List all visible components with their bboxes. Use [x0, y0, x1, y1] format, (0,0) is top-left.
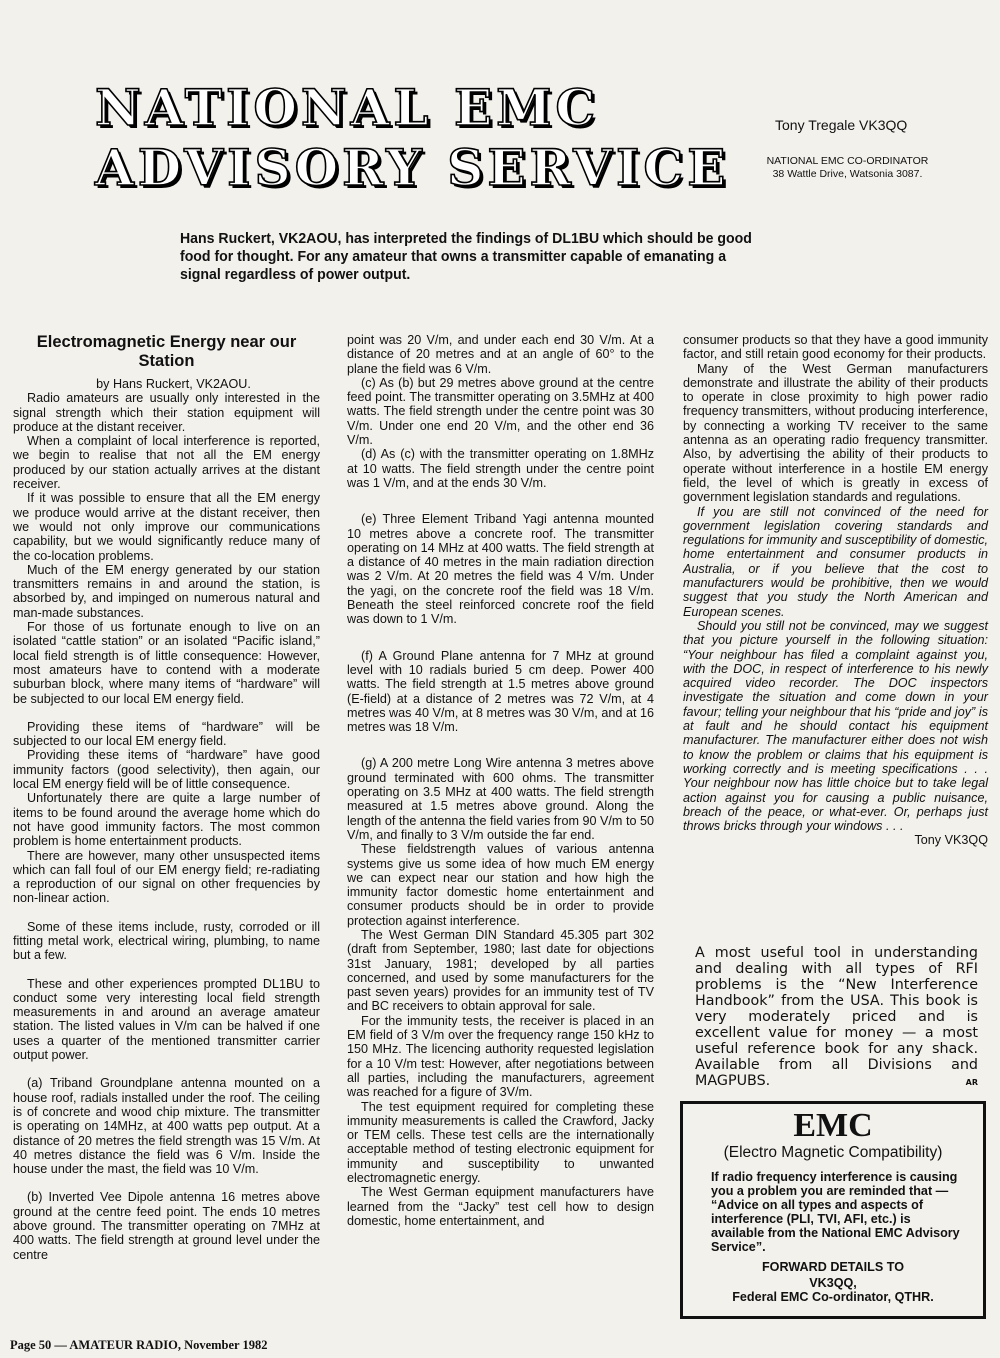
- masthead-title: [95, 78, 735, 198]
- paragraph: (c) As (b) but 29 metres above ground at the centre feed point. The transmitter operating on 3.5MHz at 400 watts. The field strength under the centre point was 30 V/m. Under one end 20 V/m, and the other end 36 V/m.: [347, 375, 654, 448]
- paragraph: Many of the West German manufacturers demonstrate and illustrate the ability of their products to operate in close proximity to high power radio frequency transmitters, without producing interference, by connecting a working TV receiver to the same antenna as an operating radio frequency transmitter. Also, by advertising the ability of their products to operate without interference in a hostile EM energy field, the level of which is greatly in excess of government legislation standards and regulations.: [683, 361, 988, 505]
- paragraph: Providing these items of “hardware” have good immunity factors (good selectivity), then again, our local EM energy field will be of little consequence.: [13, 748, 320, 792]
- paragraph: The West German DIN Standard 45.305 part 302 (draft from September, 1980; last date for objections 31st January, 1981; developed by all parties concerned, and used by some manufacturers for the past seven years) provides for an immunity test of TV and BC receivers to obtain approval for sale.: [347, 927, 654, 1014]
- paragraph: The West German equipment manufacturers have learned from the “Jacky” test cell how to design domestic, home entertainment, and: [347, 1185, 654, 1228]
- paragraph: For the immunity tests, the receiver is placed in an EM field of 3 V/m over the frequency range 150 kHz to 150 MHz. The licencing authority requested legislation for a 10 V/m test: However, after negotiations between all parties, including the manufacturers, agreement was reached for a figure of 3V/m.: [347, 1013, 654, 1100]
- paragraph: If you are still not convinced of the need for government legislation covering standards and regulations for immunity and susceptibility of domestic, home entertainment and consumer products in Australia, or if you believe that the cost to manufacturers would be prohibitive, then we would suggest that you study the North American and European scenes.: [683, 504, 988, 619]
- paragraph: When a complaint of local interference is reported, we begin to realise that not all the EM energy produced by our station actually arrives at the distant receiver.: [13, 434, 320, 492]
- title-line-2: ADVISORY SERVICE: [95, 138, 730, 197]
- emc-heading: EMC: [793, 1107, 873, 1144]
- paragraph: (d) As (c) with the transmitter operating on 1.8MHz at 10 watts. The field strength under the centre point was 1 V/m, and at the ends 30 V/m.: [347, 447, 654, 490]
- paragraph: Providing these items of “hardware” will be subjected to our local EM energy field.: [13, 719, 320, 749]
- paragraph: Much of the EM energy generated by our station transmitters remains in and around the station, is absorbed by, and impinged on numerous natural and man-made substances.: [13, 562, 320, 620]
- paragraph: (a) Triband Groundplane antenna mounted on a house roof, radials installed under the roof. The ceiling is of concrete and wood chip mixture. The transmitter is operating on 14MHz, at 400 watts pep output. At a distance of 20 metres the field strength was 15 V/m. At 40 metres distance the field was 6 V/m. Inside the house under the mast, the field was 10 V/m.: [13, 1076, 320, 1177]
- emc-subheading: (Electro Magnetic Compatibility): [723, 1144, 943, 1161]
- paragraph: Some of these items include, rusty, corroded or ill fitting metal work, electrical wiring, plumbing, to name but a few.: [13, 919, 320, 963]
- paragraph: These and other experiences prompted DL1BU to conduct some very interesting local field strength measurements in and around an average amateur station. The listed values in V/m can be halved if one uses a quarter of the mentioned transmitter carrier output power.: [13, 976, 320, 1063]
- coordinator-address: 38 Wattle Drive, Watsonia 3087.: [772, 168, 923, 180]
- paragraph: Radio amateurs are usually only interested in the signal strength which their station equipment will produce at the distant receiver.: [13, 391, 320, 434]
- article-column-3: [683, 333, 988, 848]
- paragraph: If it was possible to ensure that all the EM energy we produce would arrive at the distant receiver, then we would not only improve our communications capability, but we would significantly reduce many of the co-location problems.: [13, 491, 320, 563]
- forward-line-3: Federal EMC Co-ordinator, QTHR.: [732, 1290, 934, 1304]
- paragraph: The test equipment required for completing these immunity measurements is called the Crawford, Jacky or TEM cells. These test cells are the internationally acceptable method of testing electronic equipment for immunity and susceptibility to unwanted electromagnetic energy.: [347, 1099, 654, 1186]
- paragraph: There are however, many other unsuspected items which can fall foul of our EM energy field; re-radiating a reproduction of our signal on other frequencies by non-linear action.: [13, 848, 320, 906]
- article-column-2: [347, 333, 654, 1228]
- paragraph: consumer products so that they have a good immunity factor, and still retain good economy for their products.: [683, 333, 988, 362]
- paragraph: Unfortunately there are quite a large number of items to be found around the average home which do not have good immunity factors. The most common problem is home entertainment products.: [13, 791, 320, 849]
- article-byline: by Hans Ruckert, VK2AOU.: [96, 377, 251, 391]
- forward-line-1: FORWARD DETAILS TO: [761, 1260, 905, 1274]
- coordinator-title: NATIONAL EMC CO-ORDINATOR: [766, 155, 929, 167]
- paragraph: (e) Three Element Triband Yagi antenna mounted 10 metres above a concrete roof. The transmitter operating on 14 MHz at 400 watts. The field strength at a distance of 40 metres in the main radiation direction was 2 V/m. At 20 metres the field was 4 V/m. Under the yagi, on the concrete roof the field was 18 V/m. Beneath the steel reinforced concrete roof the field was down to 1 V/m.: [347, 512, 654, 627]
- paragraph: (g) A 200 metre Long Wire antenna 3 metres above ground terminated with 600 ohms. The transmitter operating on 3.5 MHz at 400 watts. The field strength measured at 1.5 metres above ground. Along the length of the antenna the field varies from 90 V/m to 50 V/m, and finally to 3 V/m outside the far end.: [347, 756, 654, 842]
- forward-line-2: VK3QQ,: [809, 1276, 857, 1290]
- paragraph: For those of us fortunate enough to live on an isolated “cattle station” or an isolated “Pacific island,” local field strength is of little consequence: However, most amateurs have to contend with a moderate suburban block, where many items of “hardware” will be subjected to our local EM energy field.: [13, 620, 320, 706]
- emc-advert-box: [680, 1101, 986, 1319]
- coordinator-block: [760, 155, 935, 181]
- paragraph: These fieldstrength values of various antenna systems give us some idea of how much EM energy we can expect near our station and how high the immunity factor domestic home entertainment and consumer products should be in order to provide protection against interference.: [347, 842, 654, 928]
- title-line-1: NATIONAL EMC: [95, 78, 600, 137]
- emc-body: If radio frequency interference is causing you a problem you are reminded that — “Advice on all types and aspects of interference (PLI, TVI, AFI, etc.) is available from the National EMC Advisory Service”.: [711, 1170, 960, 1254]
- paragraph: point was 20 V/m, and under each end 30 V/m. At a distance of 20 metres and at an angle of 60° to the plane the field was 6 V/m.: [347, 333, 654, 376]
- end-mark: AR: [965, 1078, 978, 1087]
- article-title: Electromagnetic Energy near our Station: [36, 333, 297, 370]
- author-name: Tony Tregale VK3QQ: [775, 117, 908, 133]
- page-footer: Page 50 — AMATEUR RADIO, November 1982: [10, 1338, 268, 1352]
- book-note: [695, 945, 978, 1091]
- intro-standfirst: Hans Ruckert, VK2AOU, has interpreted the findings of DL1BU which should be good food for thought. For any amateur that owns a transmitter capable of emanating a signal regardless of power output.: [180, 230, 752, 283]
- article-signoff: Tony VK3QQ: [914, 833, 988, 848]
- paragraph: (b) Inverted Vee Dipole antenna 16 metres above ground at the centre feed point. The ends 10 metres above ground. The transmitter operating on 7MHz at 400 watts. The field strength at ground level under the centre: [13, 1190, 320, 1262]
- book-note-text: A most useful tool in understanding and dealing with all types of RFI problems is the “New Interference Handbook” from the USA. This book is very moderately priced and is excellent value for money — a most useful reference book for any shack. Available from all Divisions and MAGPUBS.: [695, 945, 978, 1089]
- paragraph: Should you still not be convinced, may we suggest that you picture yourself in the following situation: “Your neighbour has filed a complaint against you, with the DOC, in respect of interference to his newly acquired video recorder. The DOC inspectors investigate the situation and come down in your favour; telling your neighbour that his “pride and joy” is at fault and he should contact his equipment manufacturer. The manufacturer either does not wish to know the problem or claims that his equipment is working correctly and is meeting specifications . . . Your neighbour now has little choice but to take legal action against you for causing a public nuisance, breach of the peace, or what-ever. Or, perhaps just throws bricks through your windows . . .: [683, 618, 988, 834]
- paragraph: (f) A Ground Plane antenna for 7 MHz at ground level with 10 radials buried 5 cm deep. Power 400 watts. The field strength at 1.5 metres above ground (E-field) at a distance of 2 metres was 72 V/m, at 4 metres was 40 V/m, at 8 metres was 30 V/m, and at 16 metres was 18 V/m.: [347, 648, 654, 735]
- article-column-1: [13, 333, 320, 1262]
